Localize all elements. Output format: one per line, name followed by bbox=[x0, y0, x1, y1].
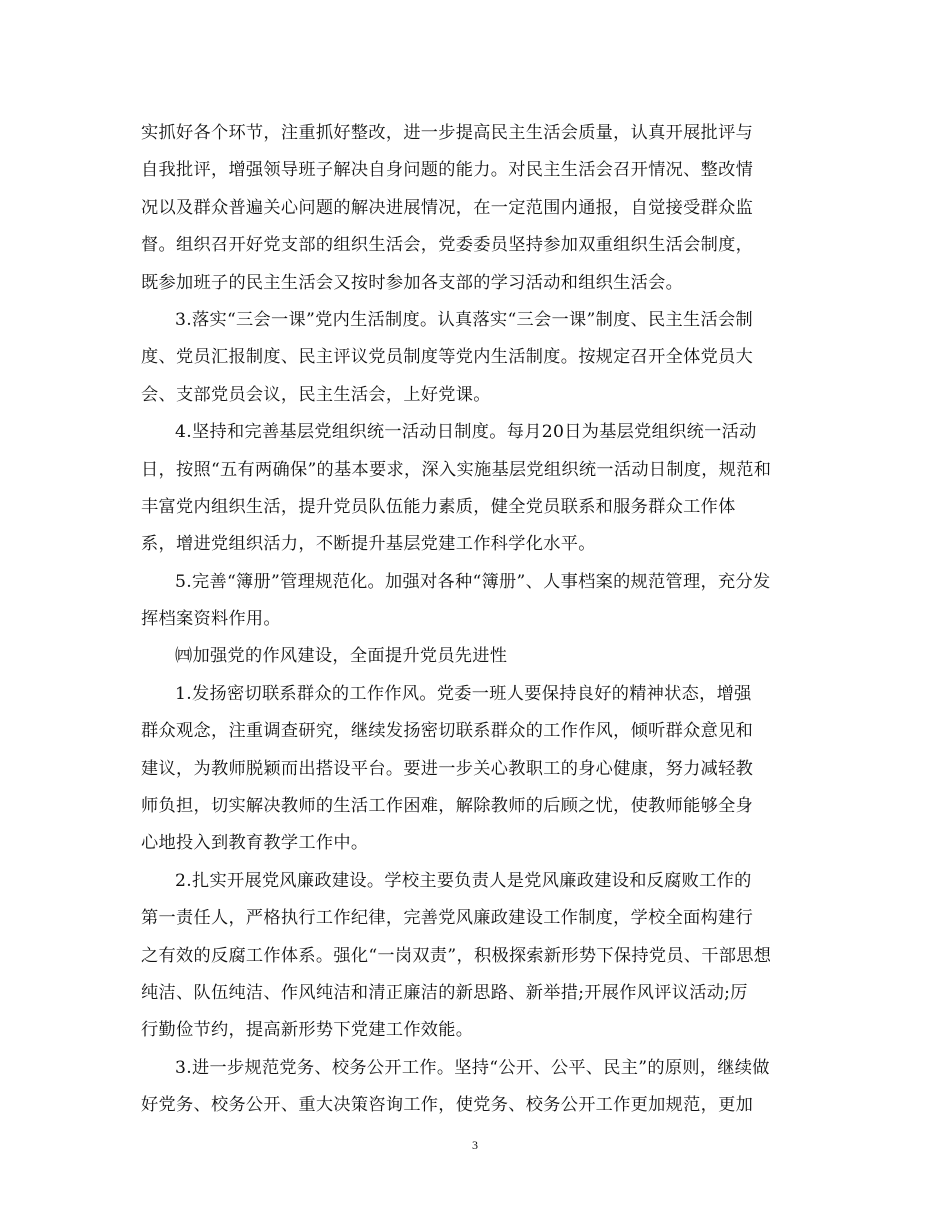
text-line: 3.进一步规范党务、校务公开工作。坚持“公开、公平、民主”的原则，继续做 bbox=[175, 1057, 770, 1078]
text-line: 实抓好各个环节，注重抓好整改，进一步提高民主生活会质量，认真开展批评与 bbox=[141, 123, 754, 143]
text-line: 督。组织召开好党支部的组织生活会，党委委员坚持参加双重组织生活会制度， bbox=[141, 235, 754, 256]
text-line: 挥档案资料作用。 bbox=[141, 609, 281, 630]
text-line: 1.发扬密切联系群众的工作作风。党委一班人要保持良好的精神状态，增强 bbox=[175, 683, 752, 704]
text-line: ㈣加强党的作风建设，全面提升党员先进性 bbox=[175, 646, 508, 667]
text-line: 5.完善“簿册”管理规范化。加强对各种“簿册”、人事档案的规范管理，充分发 bbox=[175, 571, 771, 592]
text-line: 师负担，切实解决教师的生活工作困难，解除教师的后顾之忧，使教师能够全身 bbox=[141, 796, 754, 817]
text-line: 3.落实“三会一课”党内生活制度。认真落实“三会一课”制度、民主生活会制 bbox=[175, 309, 753, 330]
text-line: 丰富党内组织生活，提升党员队伍能力素质，健全党员联系和服务群众工作体 bbox=[141, 496, 736, 517]
text-line: 纯洁、队伍纯洁、作风纯洁和清正廉洁的新思路、新举措;开展作风评议活动;厉 bbox=[141, 982, 748, 1003]
text-line: 建议，为教师脱颖而出搭设平台。要进一步关心教职工的身心健康，努力减轻教 bbox=[141, 758, 754, 779]
text-line: 况以及群众普遍关心问题的解决进展情况，在一定范围内通报，自觉接受群众监 bbox=[141, 197, 754, 218]
text-line: 行勤俭节约，提高新形势下党建工作效能。 bbox=[141, 1020, 474, 1041]
text-line: 会、支部党员会议，民主生活会，上好党课。 bbox=[141, 384, 491, 405]
text-line: 群众观念，注重调查研究，继续发扬密切联系群众的工作作风，倾听群众意见和 bbox=[141, 721, 754, 742]
text-line: 第一责任人，严格执行工作纪律，完善党风廉政建设工作制度，学校全面构建行 bbox=[141, 908, 754, 929]
text-line: 系，增进党组织活力，不断提升基层党建工作科学化水平。 bbox=[141, 534, 596, 555]
text-line: 日，按照“五有两确保”的基本要求，深入实施基层党组织统一活动日制度，规范和 bbox=[141, 459, 772, 480]
page-number: 3 bbox=[472, 1138, 478, 1152]
document-body bbox=[141, 115, 813, 1125]
text-line: 心地投入到教育教学工作中。 bbox=[141, 833, 369, 854]
text-line: 度、党员汇报制度、民主评议党员制度等党内生活制度。按规定召开全体党员大 bbox=[141, 347, 754, 368]
text-line: 自我批评，增强领导班子解决自身问题的能力。对民主生活会召开情况、整改情 bbox=[141, 160, 754, 181]
text-line: 之有效的反腐工作体系。强化“一岗双责”，积极探索新形势下保持党员、干部思想 bbox=[141, 945, 772, 966]
text-line: 好党务、校务公开、重大决策咨询工作，使党务、校务公开工作更加规范，更加 bbox=[141, 1095, 754, 1116]
text-line: 2.扎实开展党风廉政建设。学校主要负责人是党风廉政建设和反腐败工作的 bbox=[175, 870, 752, 891]
text-line: 既参加班子的民主生活会又按时参加各支部的学习活动和组织生活会。 bbox=[141, 272, 684, 293]
text-line: 4.坚持和完善基层党组织统一活动日制度。每月20日为基层党组织统一活动 bbox=[175, 422, 757, 443]
